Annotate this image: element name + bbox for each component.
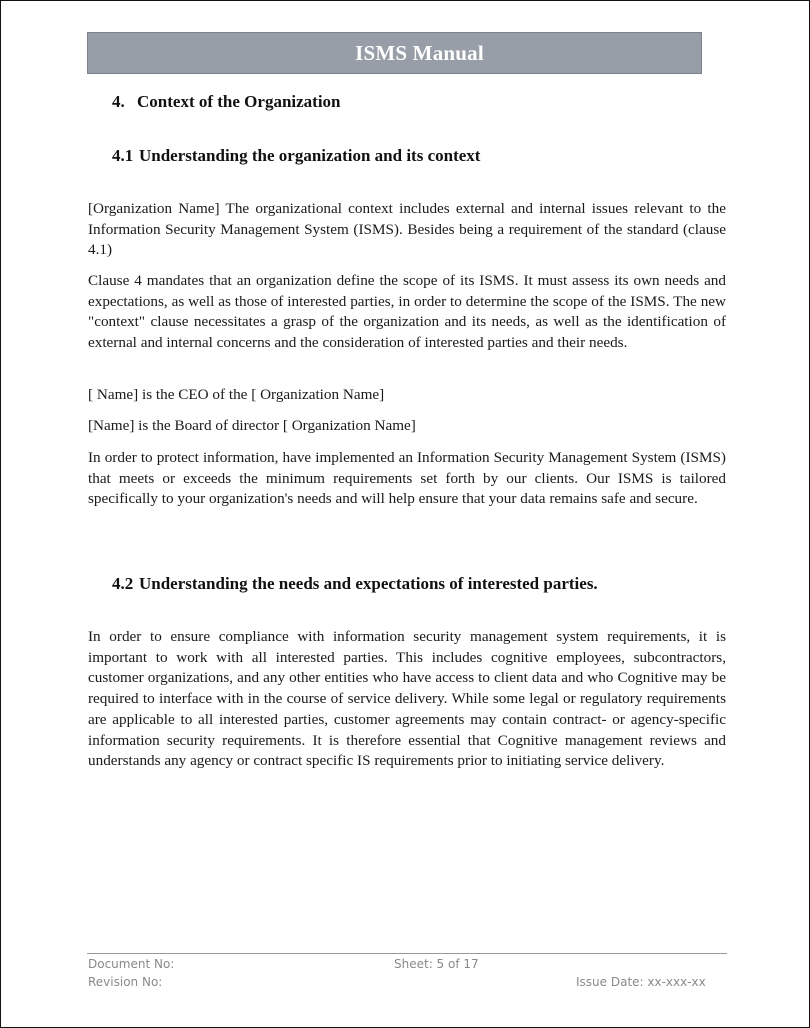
subsection-title: Understanding the needs and expectations of interested parties. <box>139 574 598 593</box>
document-number: Document No: <box>88 957 175 971</box>
paragraph: In order to protect information, have implemented an Information Security Management System (ISMS) that meets or exceeds the minimum requirements set forth by our clients. Our ISMS is tailored specifically to your organization's needs and will help ensure that your data remains safe and secure. <box>88 449 726 508</box>
subsection-number: 4.2 <box>112 574 134 593</box>
paragraph: Clause 4 mandates that an organization define the scope of its ISMS. It must assess its own needs and expectations, as well as those of interested parties, in order to determine the scope of the ISMS. The new "context" clause necessitates a grasp of the organization and its needs, as well as the identification of external and internal concerns and the consideration of interested parties and their needs. <box>88 272 726 352</box>
footer-divider <box>87 953 727 954</box>
paragraph: [Name] is the Board of director [ Organization Name] <box>88 417 416 434</box>
sheet-number: Sheet: 5 of 17 <box>394 957 479 971</box>
section-heading <box>112 92 341 112</box>
header-banner <box>87 32 702 74</box>
subsection-number: 4.1 <box>112 146 134 165</box>
subsection-heading-4-2 <box>112 574 598 594</box>
section-number: 4. <box>112 92 125 111</box>
subsection-title: Understanding the organization and its context <box>139 146 481 165</box>
paragraph: In order to ensure compliance with information security management system requirements, it is important to work with all interested parties. This includes cognitive employees, subcontractors, customer organizations, and any other entities who have access to client data and who Cognitive may be required to interface with in the course of service delivery. While some legal or regulatory requirements are applicable to all interested parties, customer agreements may contain contract- or agency-specific information security requirements. It is therefore essential that Cognitive management reviews and understands any agency or contract specific IS requirements prior to initiating service delivery. <box>88 628 726 770</box>
paragraph: [Organization Name] The organizational context includes external and internal issues relevant to the Information Security Management System (ISMS). Besides being a requirement of the standard (clause 4.1) <box>88 200 726 259</box>
paragraph: [ Name] is the CEO of the [ Organization Name] <box>88 386 385 403</box>
document-title: ISMS Manual <box>355 40 484 65</box>
subsection-heading-4-1 <box>112 146 480 166</box>
section-title: Context of the Organization <box>137 92 341 111</box>
revision-number: Revision No: <box>88 975 163 989</box>
issue-date: Issue Date: xx-xxx-xx <box>576 975 706 989</box>
